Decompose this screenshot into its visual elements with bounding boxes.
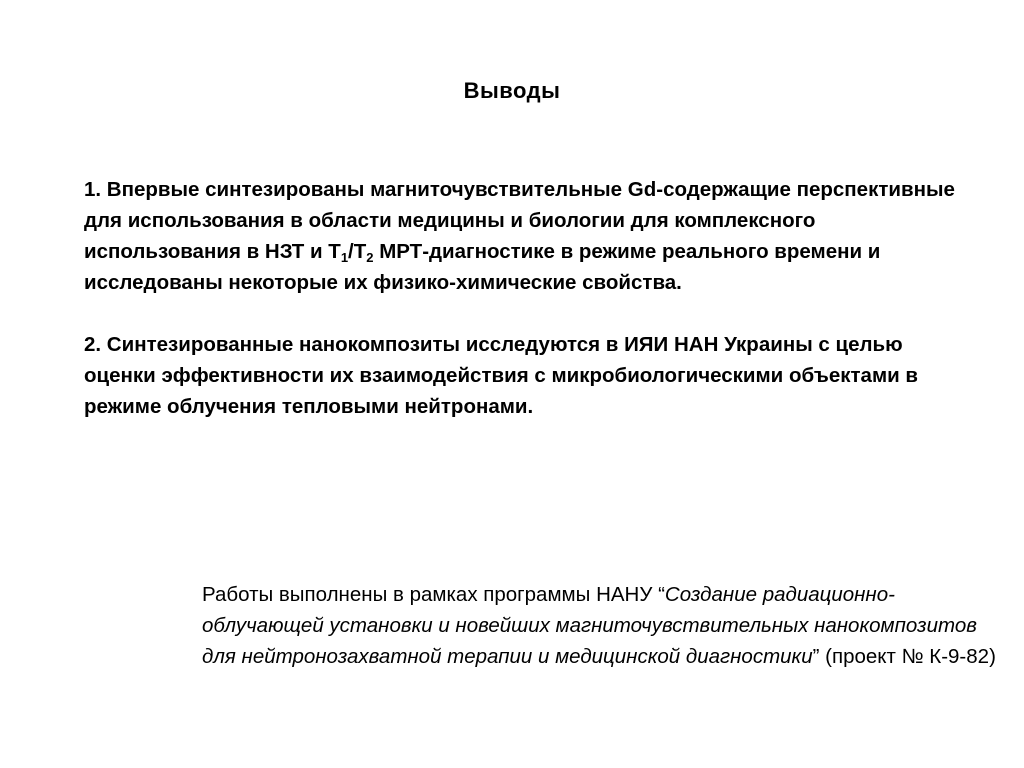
program-name: Создание радиационно-облучающей установки и новейших магниточувствительных нанокомпозитов для нейтронозахватной терапии и медицинской диагностики (202, 583, 977, 668)
conclusions-list (84, 174, 964, 422)
funding-note (202, 579, 1002, 672)
t1-subscript: 1 (340, 250, 349, 265)
funding-note-prefix: Работы выполнены в рамках программы НАНУ “ (202, 583, 665, 606)
t2-subscript: 2 (366, 250, 374, 265)
conclusion-item-2: 2. Синтезированные нанокомпозиты исследуются в ИЯИ НАН Украины с целью оценки эффективности их взаимодействия с микробиологическими объектами в режиме облучения тепловыми нейтронами. (84, 333, 919, 418)
conclusion-item-1 (84, 174, 964, 298)
slide-title: Выводы (463, 78, 561, 103)
conclusion-1-text-start: 1. Впервые синтезированы магниточувствительные Gd-содержащие перспективные для использования в области медицины и биологии для комплексного использования в НЗТ и T (84, 178, 955, 263)
t2-slash: /T (348, 240, 367, 263)
conclusion-1-text-end: МРТ-диагностике в режиме реального времени и исследованы некоторые их физико-химические свойства. (84, 240, 881, 294)
project-number: ” (проект № К-9-82) (812, 645, 996, 668)
